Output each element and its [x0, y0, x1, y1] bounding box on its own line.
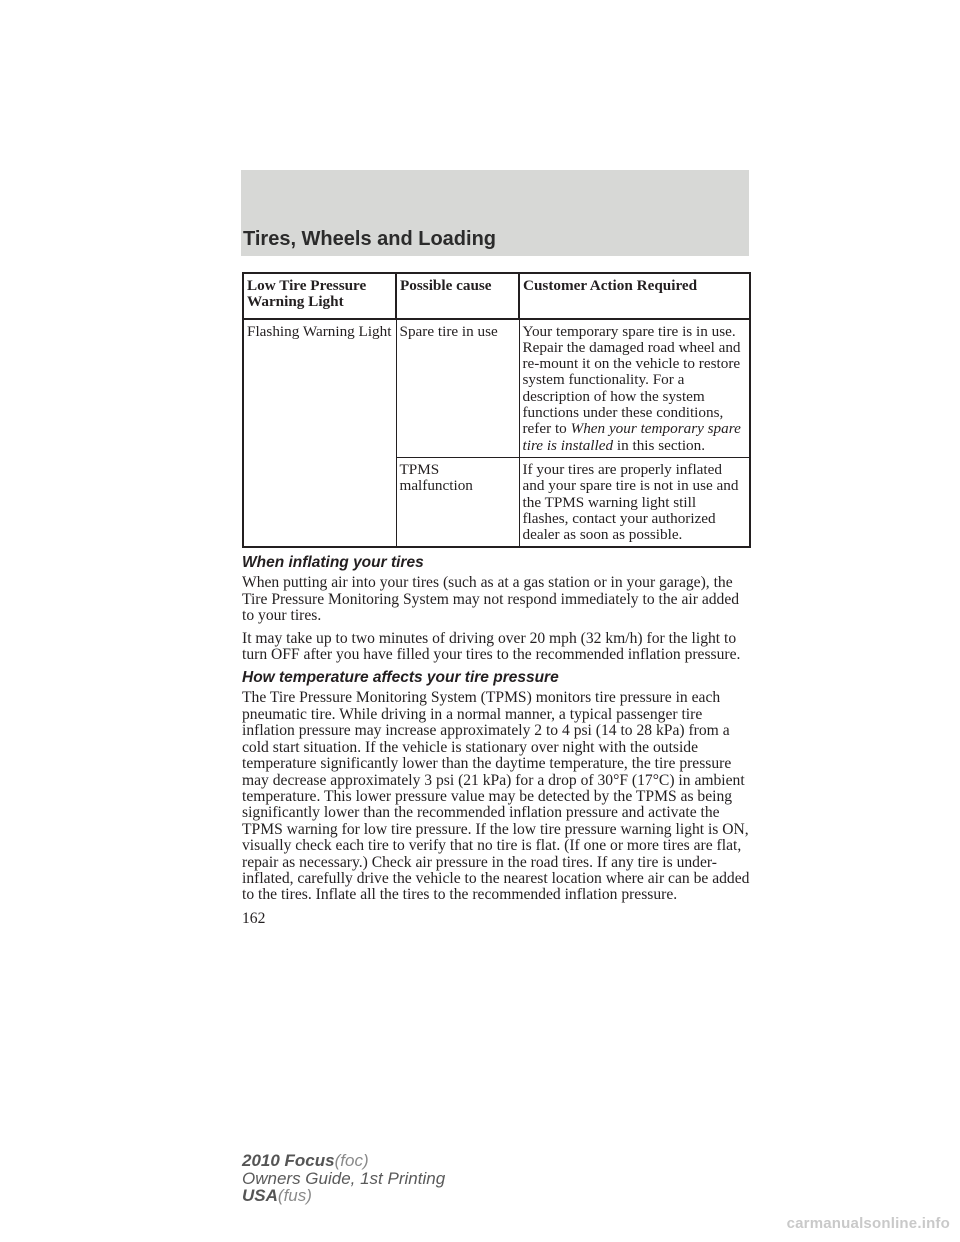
- footer-region: USA: [242, 1186, 278, 1205]
- table-header-cell: Customer Action Required: [519, 273, 750, 319]
- table-header-cell: Low Tire Pressure Warning Light: [243, 273, 396, 319]
- footer-model: 2010 Focus: [242, 1151, 335, 1170]
- tpms-warning-table: [242, 272, 751, 548]
- cause-cell: TPMS malfunction: [396, 457, 519, 547]
- footer-line: [242, 1152, 445, 1170]
- footer-line: Owners Guide, 1st Printing: [242, 1168, 446, 1188]
- page-number: 162: [242, 909, 266, 927]
- watermark: carmanualsonline.info: [786, 1215, 950, 1232]
- action-cell: [519, 319, 750, 458]
- section-heading: How temperature affects your tire pressure: [242, 669, 559, 687]
- cross-reference-link: When your temporary spare tire is installed: [522, 420, 741, 454]
- action-text: in this section.: [613, 436, 706, 454]
- footer-code: (fus): [277, 1186, 312, 1205]
- body-paragraph: When putting air into your tires (such as at a gas station or in your garage), the Tire Pressure Monitoring System may not respond immediately to the air added to your tires.: [242, 574, 740, 625]
- section-title: Tires, Wheels and Loading: [243, 228, 497, 250]
- footer-code: (foc): [334, 1151, 369, 1170]
- action-text: Your temporary spare tire is in use. Repair the damaged road wheel and re-mount it on the vehicle to restore system functionality. For a description of how the system functions under these conditions, refer to: [522, 322, 741, 438]
- footer-line: [242, 1187, 445, 1205]
- body-paragraph: It may take up to two minutes of driving over 20 mph (32 km/h) for the light to turn OFF after you have filled your tires to the recommended inflation pressure.: [242, 629, 741, 664]
- table-header-row: [243, 273, 750, 319]
- table-row: [243, 319, 750, 458]
- section-heading: When inflating your tires: [242, 554, 424, 572]
- action-cell: If your tires are properly inflated and your spare tire is not in use and the TPMS warning light still flashes, contact your authorized dealer as soon as possible.: [519, 457, 750, 547]
- body-paragraph: The Tire Pressure Monitoring System (TPMS) monitors tire pressure in each pneumatic tire. While driving in a normal manner, a typical passenger tire inflation pressure may increase approximately 2 to 4 psi (14 to 28 kPa) from a cold start situation. If the vehicle is stationary over night with the outside temperature significantly lower than the daytime temperature, the tire pressure may decrease approximately 3 psi (21 kPa) for a drop of 30°F (17°C) in ambient temperature. This lower pressure value may be detected by the TPMS as being significantly lower than the recommended inflation pressure and activate the TPMS warning for low tire pressure. If the low tire pressure warning light is ON, visually check each tire to verify that no tire is flat. (If one or more tires are flat, repair as necessary.) Check air pressure in the road tires. If any tire is under-inflated, carefully drive the vehicle to the nearest location where air can be added to the tires. Inflate all the tires to the recommended inflation pressure.: [242, 689, 750, 904]
- table-header-cell: Possible cause: [396, 273, 519, 319]
- warning-light-cell: Flashing Warning Light: [243, 319, 396, 548]
- cause-cell: Spare tire in use: [396, 319, 519, 458]
- page-content: [242, 272, 750, 928]
- document-footer: [242, 1152, 445, 1205]
